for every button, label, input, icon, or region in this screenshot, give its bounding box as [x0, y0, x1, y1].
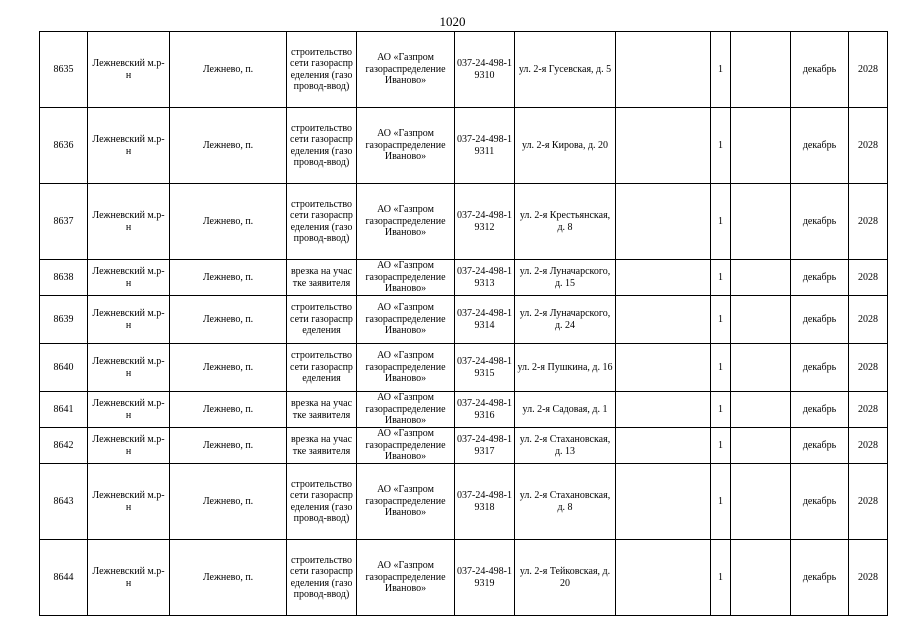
empty-cell	[616, 428, 711, 464]
empty-cell	[616, 464, 711, 540]
quantity-cell: 1	[711, 428, 731, 464]
organization-cell: АО «Газпром газораспределение Иваново»	[357, 344, 455, 392]
locality-cell: Лежнево, п.	[170, 32, 287, 108]
year-cell: 2028	[849, 344, 888, 392]
address-cell: ул. 2-я Луначарского, д. 15	[515, 260, 616, 296]
year-cell: 2028	[849, 184, 888, 260]
empty-cell	[616, 260, 711, 296]
table-row	[40, 428, 888, 464]
organization-cell: АО «Газпром газораспределение Иваново»	[357, 464, 455, 540]
organization-cell: АО «Газпром газораспределение Иваново»	[357, 260, 455, 296]
work-type-cell: строительство сети газораспределения	[287, 344, 357, 392]
work-type-cell: строительство сети газораспределения (газопровод-ввод)	[287, 464, 357, 540]
address-cell: ул. 2-я Стахановская, д. 13	[515, 428, 616, 464]
organization-cell: АО «Газпром газораспределение Иваново»	[357, 108, 455, 184]
month-cell: декабрь	[791, 184, 849, 260]
empty-cell	[616, 108, 711, 184]
empty-cell	[731, 108, 791, 184]
empty-cell	[616, 540, 711, 616]
work-type-cell: врезка на участке заявителя	[287, 428, 357, 464]
empty-cell	[616, 184, 711, 260]
address-cell: ул. 2-я Пушкина, д. 16	[515, 344, 616, 392]
organization-cell: АО «Газпром газораспределение Иваново»	[357, 540, 455, 616]
month-cell: декабрь	[791, 260, 849, 296]
code-cell: 037-24-498-19314	[455, 296, 515, 344]
empty-cell	[731, 32, 791, 108]
table-row	[40, 296, 888, 344]
work-type-cell: строительство сети газораспределения (газопровод-ввод)	[287, 108, 357, 184]
row-number: 8641	[40, 392, 88, 428]
district-cell: Лежневский м.р-н	[88, 108, 170, 184]
code-cell: 037-24-498-19317	[455, 428, 515, 464]
month-cell: декабрь	[791, 32, 849, 108]
year-cell: 2028	[849, 464, 888, 540]
row-number: 8642	[40, 428, 88, 464]
organization-cell: АО «Газпром газораспределение Иваново»	[357, 32, 455, 108]
year-cell: 2028	[849, 540, 888, 616]
address-cell: ул. 2-я Гусевская, д. 5	[515, 32, 616, 108]
quantity-cell: 1	[711, 392, 731, 428]
row-number: 8644	[40, 540, 88, 616]
empty-cell	[616, 296, 711, 344]
year-cell: 2028	[849, 108, 888, 184]
quantity-cell: 1	[711, 184, 731, 260]
code-cell: 037-24-498-19311	[455, 108, 515, 184]
address-cell: ул. 2-я Тейковская, д. 20	[515, 540, 616, 616]
row-number: 8640	[40, 344, 88, 392]
address-cell: ул. 2-я Стахановская, д. 8	[515, 464, 616, 540]
month-cell: декабрь	[791, 392, 849, 428]
locality-cell: Лежнево, п.	[170, 428, 287, 464]
table-row	[40, 260, 888, 296]
district-cell: Лежневский м.р-н	[88, 392, 170, 428]
code-cell: 037-24-498-19318	[455, 464, 515, 540]
table-row	[40, 464, 888, 540]
table-row	[40, 32, 888, 108]
table-row	[40, 344, 888, 392]
work-type-cell: строительство сети газораспределения (газопровод-ввод)	[287, 32, 357, 108]
address-cell: ул. 2-я Кирова, д. 20	[515, 108, 616, 184]
locality-cell: Лежнево, п.	[170, 540, 287, 616]
work-type-cell: строительство сети газораспределения	[287, 296, 357, 344]
row-number: 8637	[40, 184, 88, 260]
locality-cell: Лежнево, п.	[170, 184, 287, 260]
year-cell: 2028	[849, 32, 888, 108]
table-row	[40, 540, 888, 616]
locality-cell: Лежнево, п.	[170, 464, 287, 540]
empty-cell	[731, 540, 791, 616]
quantity-cell: 1	[711, 540, 731, 616]
organization-cell: АО «Газпром газораспределение Иваново»	[357, 296, 455, 344]
quantity-cell: 1	[711, 296, 731, 344]
row-number: 8635	[40, 32, 88, 108]
locality-cell: Лежнево, п.	[170, 260, 287, 296]
code-cell: 037-24-498-19313	[455, 260, 515, 296]
empty-cell	[731, 296, 791, 344]
district-cell: Лежневский м.р-н	[88, 428, 170, 464]
year-cell: 2028	[849, 296, 888, 344]
table-row	[40, 108, 888, 184]
month-cell: декабрь	[791, 428, 849, 464]
organization-cell: АО «Газпром газораспределение Иваново»	[357, 184, 455, 260]
table-row	[40, 392, 888, 428]
district-cell: Лежневский м.р-н	[88, 184, 170, 260]
month-cell: декабрь	[791, 108, 849, 184]
district-cell: Лежневский м.р-н	[88, 260, 170, 296]
table-row	[40, 184, 888, 260]
district-cell: Лежневский м.р-н	[88, 296, 170, 344]
year-cell: 2028	[849, 428, 888, 464]
row-number: 8643	[40, 464, 88, 540]
code-cell: 037-24-498-19316	[455, 392, 515, 428]
code-cell: 037-24-498-19315	[455, 344, 515, 392]
code-cell: 037-24-498-19312	[455, 184, 515, 260]
empty-cell	[616, 392, 711, 428]
empty-cell	[731, 260, 791, 296]
work-type-cell: врезка на участке заявителя	[287, 392, 357, 428]
quantity-cell: 1	[711, 32, 731, 108]
empty-cell	[731, 428, 791, 464]
empty-cell	[616, 32, 711, 108]
address-cell: ул. 2-я Садовая, д. 1	[515, 392, 616, 428]
row-number: 8636	[40, 108, 88, 184]
quantity-cell: 1	[711, 464, 731, 540]
month-cell: декабрь	[791, 344, 849, 392]
organization-cell: АО «Газпром газораспределение Иваново»	[357, 428, 455, 464]
locality-cell: Лежнево, п.	[170, 108, 287, 184]
work-type-cell: строительство сети газораспределения (газопровод-ввод)	[287, 540, 357, 616]
code-cell: 037-24-498-19310	[455, 32, 515, 108]
empty-cell	[616, 344, 711, 392]
locality-cell: Лежнево, п.	[170, 392, 287, 428]
empty-cell	[731, 184, 791, 260]
organization-cell: АО «Газпром газораспределение Иваново»	[357, 392, 455, 428]
year-cell: 2028	[849, 392, 888, 428]
address-cell: ул. 2-я Луначарского, д. 24	[515, 296, 616, 344]
empty-cell	[731, 344, 791, 392]
quantity-cell: 1	[711, 108, 731, 184]
district-cell: Лежневский м.р-н	[88, 32, 170, 108]
month-cell: декабрь	[791, 464, 849, 540]
year-cell: 2028	[849, 260, 888, 296]
code-cell: 037-24-498-19319	[455, 540, 515, 616]
empty-cell	[731, 392, 791, 428]
work-type-cell: строительство сети газораспределения (газопровод-ввод)	[287, 184, 357, 260]
district-cell: Лежневский м.р-н	[88, 344, 170, 392]
work-type-cell: врезка на участке заявителя	[287, 260, 357, 296]
gasification-schedule-table	[39, 31, 888, 616]
row-number: 8638	[40, 260, 88, 296]
district-cell: Лежневский м.р-н	[88, 464, 170, 540]
page-number: 1020	[439, 14, 466, 29]
locality-cell: Лежнево, п.	[170, 296, 287, 344]
month-cell: декабрь	[791, 540, 849, 616]
quantity-cell: 1	[711, 260, 731, 296]
row-number: 8639	[40, 296, 88, 344]
address-cell: ул. 2-я Крестьянская, д. 8	[515, 184, 616, 260]
district-cell: Лежневский м.р-н	[88, 540, 170, 616]
month-cell: декабрь	[791, 296, 849, 344]
empty-cell	[731, 464, 791, 540]
quantity-cell: 1	[711, 344, 731, 392]
locality-cell: Лежнево, п.	[170, 344, 287, 392]
